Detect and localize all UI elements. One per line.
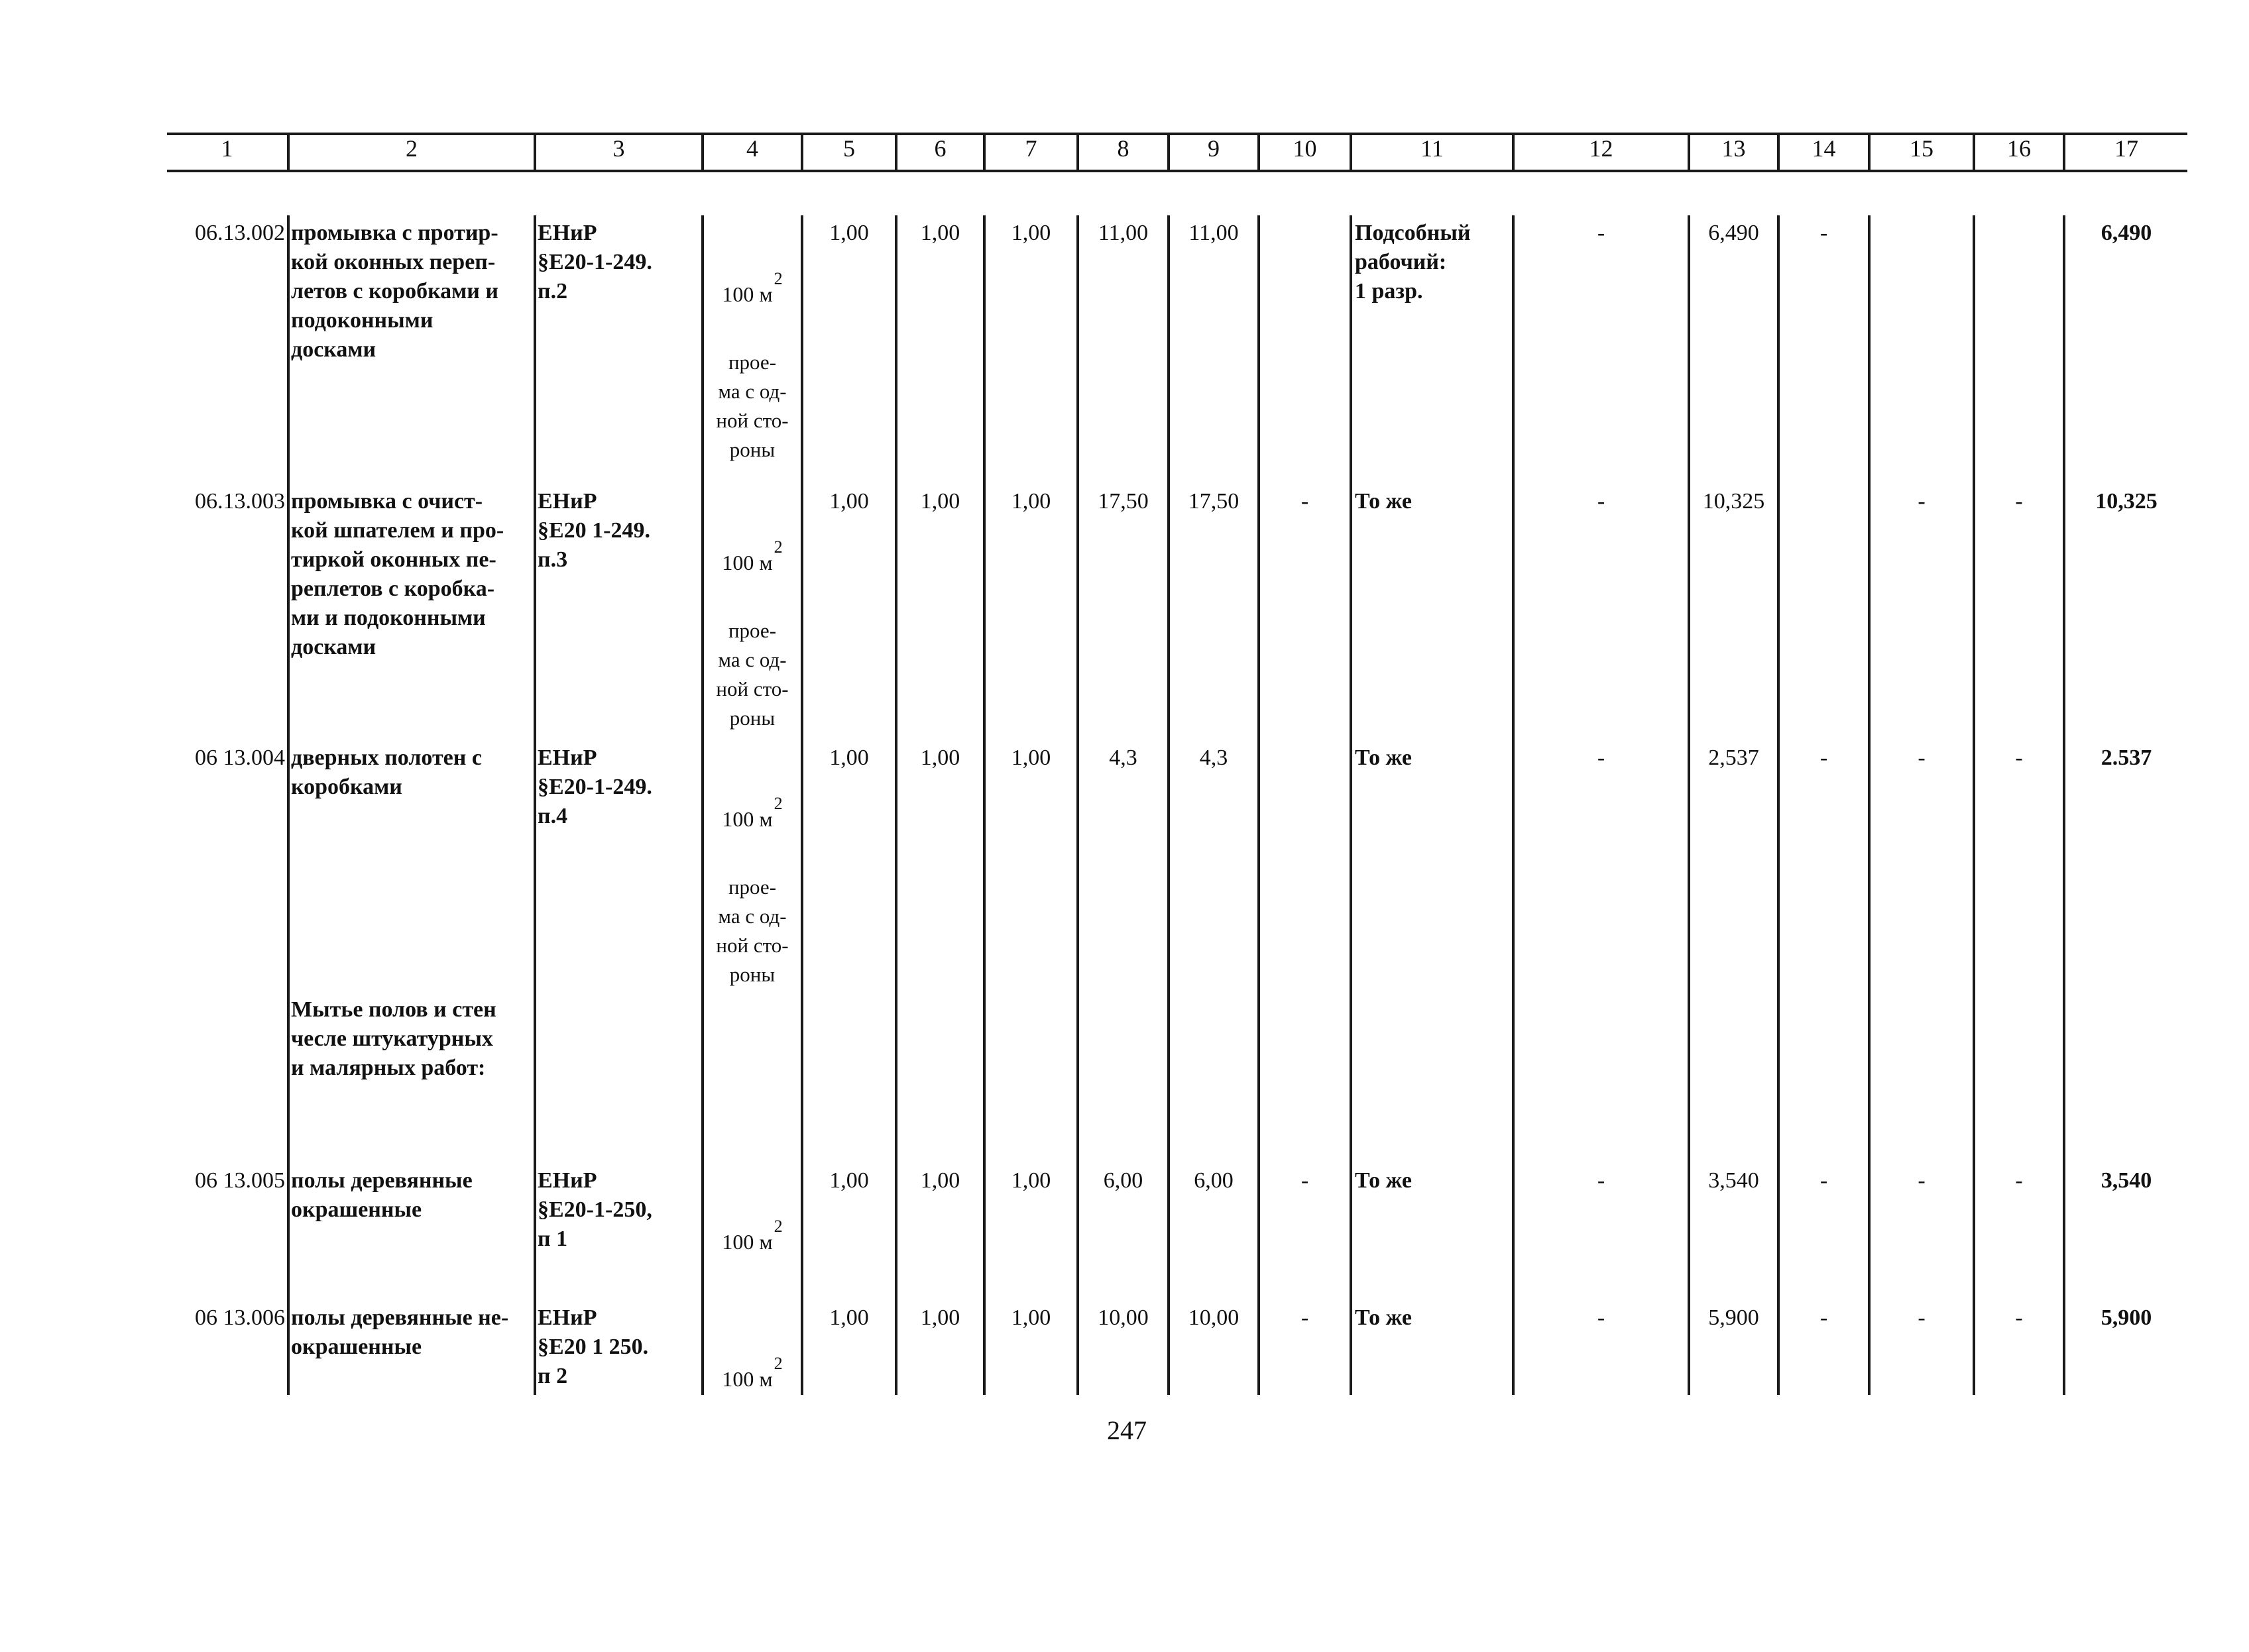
row-1-col-5: 1,00 — [829, 221, 869, 245]
body-rule-col-14 — [1777, 215, 1780, 1395]
row-1-col-9: 11,00 — [1188, 221, 1239, 245]
row-1-col-7: 1,00 — [1011, 221, 1051, 245]
row-2-col-11: То же — [1355, 489, 1412, 514]
row-5-col-16: - — [2015, 1305, 2023, 1330]
row-1-col-8: 11,00 — [1098, 221, 1149, 245]
row-4-norm: ЕНиР §Е20-1-250, п 1 — [538, 1168, 652, 1251]
row-1-name: промывка с протир- кой оконных переп- летов с коробками и подоконными досками — [291, 221, 498, 362]
body-rule-col-11 — [1350, 215, 1352, 1395]
page-number: 247 — [1107, 1415, 1147, 1445]
section-heading: Мытье полов и стен чесле штукатурных и малярных работ: — [291, 997, 496, 1080]
row-5-name: полы деревянные не- окрашенные — [291, 1305, 509, 1359]
row-2-col-13: 10,325 — [1702, 489, 1765, 514]
row-2-name: промывка с очист- кой шпателем и про- тиркой оконных пе- реплетов с коробка- ми и подоконными досками — [291, 489, 504, 659]
row-2-col-6: 1,00 — [920, 489, 960, 514]
header-col-16: 16 — [2007, 135, 2031, 162]
row-5-unit — [704, 1335, 801, 1425]
row-3-col-12: - — [1597, 745, 1605, 770]
row-2-unit-sub: прое- ма с од- ной сто- роны — [716, 619, 789, 730]
row-3-col-9: 4,3 — [1199, 745, 1228, 770]
body-rule-col-15 — [1868, 215, 1871, 1395]
body-rule-col-13 — [1688, 215, 1690, 1395]
header-col-6: 6 — [934, 135, 947, 162]
row-5-norm: ЕНиР §Е20 1 250. п 2 — [538, 1305, 649, 1388]
row-4-col-14: - — [1819, 1168, 1828, 1193]
row-4-col-5: 1,00 — [829, 1168, 869, 1193]
row-4-name: полы деревянные окрашенные — [291, 1168, 473, 1222]
row-3-col-13: 2,537 — [1708, 745, 1759, 770]
row-2-norm: ЕНиР §Е20 1-249. п.3 — [538, 489, 650, 572]
body-rule-col-3 — [534, 215, 536, 1395]
row-3-col-7: 1,00 — [1011, 745, 1051, 770]
header-col-15: 15 — [1910, 135, 1933, 162]
row-2-col-9: 17,50 — [1188, 489, 1240, 514]
body-rule-col-6 — [895, 215, 897, 1395]
body-rule-col-12 — [1512, 215, 1515, 1395]
row-2-code: 06.13.003 — [195, 489, 285, 514]
row-1-col-13: 6,490 — [1708, 221, 1759, 245]
header-col-4: 4 — [746, 135, 758, 162]
row-1-unit — [704, 250, 801, 494]
row-4-unit-sup: 2 — [774, 1217, 783, 1236]
row-2-col-5: 1,00 — [829, 489, 869, 514]
row-2-unit-main: 100 м — [722, 551, 773, 575]
header-col-7: 7 — [1025, 135, 1037, 162]
row-5-col-12: - — [1597, 1305, 1605, 1330]
row-4-col-12: - — [1597, 1168, 1605, 1193]
row-3-unit-sup: 2 — [774, 794, 783, 813]
row-1-unit-sub: прое- ма с од- ной сто- роны — [716, 351, 789, 461]
row-2-col-10: - — [1300, 489, 1309, 514]
row-5-col-9: 10,00 — [1188, 1305, 1240, 1330]
row-4-unit — [704, 1198, 801, 1288]
body-rule-col-9 — [1167, 215, 1170, 1395]
header-col-8: 8 — [1117, 135, 1129, 162]
row-4-col-13: 3,540 — [1708, 1168, 1759, 1193]
row-2-unit — [704, 519, 801, 762]
header-col-11: 11 — [1420, 135, 1444, 162]
row-3-col-6: 1,00 — [920, 745, 960, 770]
row-5-col-13: 5,900 — [1708, 1305, 1759, 1330]
row-3-unit — [704, 775, 801, 1019]
header-col-1: 1 — [221, 135, 233, 162]
row-4-col-10: - — [1300, 1168, 1309, 1193]
row-3-col-5: 1,00 — [829, 745, 869, 770]
row-4-col-15: - — [1918, 1168, 1926, 1193]
row-4-col-17: 3,540 — [2101, 1168, 2152, 1193]
body-rule-col-17 — [2063, 215, 2065, 1395]
row-1-unit-sup: 2 — [774, 269, 783, 288]
row-5-unit-main: 100 м — [722, 1367, 773, 1391]
row-3-col-11: То же — [1355, 745, 1412, 770]
row-5-code: 06 13.006 — [195, 1305, 285, 1330]
row-1-norm: ЕНиР §Е20-1-249. п.2 — [538, 221, 652, 303]
row-4-col-16: - — [2015, 1168, 2023, 1193]
row-1-col-12: - — [1597, 221, 1605, 245]
row-3-name: дверных полотен с коробками — [291, 745, 482, 799]
row-5-col-6: 1,00 — [920, 1305, 960, 1330]
row-1-code: 06.13.002 — [195, 221, 285, 245]
row-3-col-15: - — [1918, 745, 1926, 770]
body-rule-col-16 — [1973, 215, 1975, 1395]
header-bottom-rule — [167, 170, 2187, 172]
row-4-col-6: 1,00 — [920, 1168, 960, 1193]
row-3-col-8: 4,3 — [1109, 745, 1137, 770]
header-col-17: 17 — [2114, 135, 2138, 162]
header-col-13: 13 — [1721, 135, 1746, 162]
row-4-col-7: 1,00 — [1011, 1168, 1051, 1193]
row-5-col-5: 1,00 — [829, 1305, 869, 1330]
header-col-3: 3 — [612, 135, 625, 162]
body-rule-col-8 — [1076, 215, 1079, 1395]
row-3-norm: ЕНиР §Е20-1-249. п.4 — [538, 745, 652, 828]
body-rule-col-7 — [983, 215, 986, 1395]
row-2-col-15: - — [1918, 489, 1926, 514]
row-2-col-12: - — [1597, 489, 1605, 514]
header-col-14: 14 — [1812, 135, 1836, 162]
row-2-unit-sup: 2 — [774, 537, 783, 557]
row-1-col-6: 1,00 — [920, 221, 960, 245]
row-1-unit-main: 100 м — [722, 282, 773, 306]
row-4-col-11: То же — [1355, 1168, 1412, 1193]
row-4-col-9: 6,00 — [1194, 1168, 1234, 1193]
row-2-col-8: 17,50 — [1098, 489, 1149, 514]
row-2-col-17: 10,325 — [2095, 489, 2158, 514]
row-4-code: 06 13.005 — [195, 1168, 285, 1193]
row-4-col-8: 6,00 — [1103, 1168, 1143, 1193]
row-2-col-16: - — [2015, 489, 2023, 514]
row-4-unit-main: 100 м — [722, 1230, 773, 1254]
row-2-col-7: 1,00 — [1011, 489, 1051, 514]
row-3-col-16: - — [2015, 745, 2023, 770]
header-col-5: 5 — [843, 135, 855, 162]
header-col-12: 12 — [1589, 135, 1613, 162]
row-5-col-15: - — [1918, 1305, 1926, 1330]
row-5-col-14: - — [1819, 1305, 1828, 1330]
body-rule-col-10 — [1257, 215, 1260, 1395]
row-5-col-11: То же — [1355, 1305, 1412, 1330]
body-rule-col-5 — [801, 215, 803, 1395]
row-5-col-10: - — [1300, 1305, 1309, 1330]
row-5-unit-sup: 2 — [774, 1354, 783, 1373]
body-rule-col-2 — [287, 215, 290, 1395]
header-col-2: 2 — [406, 135, 418, 162]
row-3-code: 06 13.004 — [195, 745, 285, 770]
row-5-col-7: 1,00 — [1011, 1305, 1051, 1330]
row-5-col-17: 5,900 — [2101, 1305, 2152, 1330]
row-3-col-14: - — [1819, 745, 1828, 770]
header-col-10: 10 — [1293, 135, 1317, 162]
row-1-col-11: Подсобный рабочий: 1 разр. — [1355, 221, 1471, 303]
row-3-unit-main: 100 м — [722, 807, 773, 831]
header-col-9: 9 — [1208, 135, 1220, 162]
row-5-col-8: 10,00 — [1098, 1305, 1149, 1330]
row-3-col-17: 2.537 — [2101, 745, 2152, 770]
row-1-col-17: 6,490 — [2101, 221, 2152, 245]
row-3-unit-sub: прое- ма с од- ной сто- роны — [716, 875, 789, 986]
row-1-col-14: - — [1819, 221, 1828, 245]
